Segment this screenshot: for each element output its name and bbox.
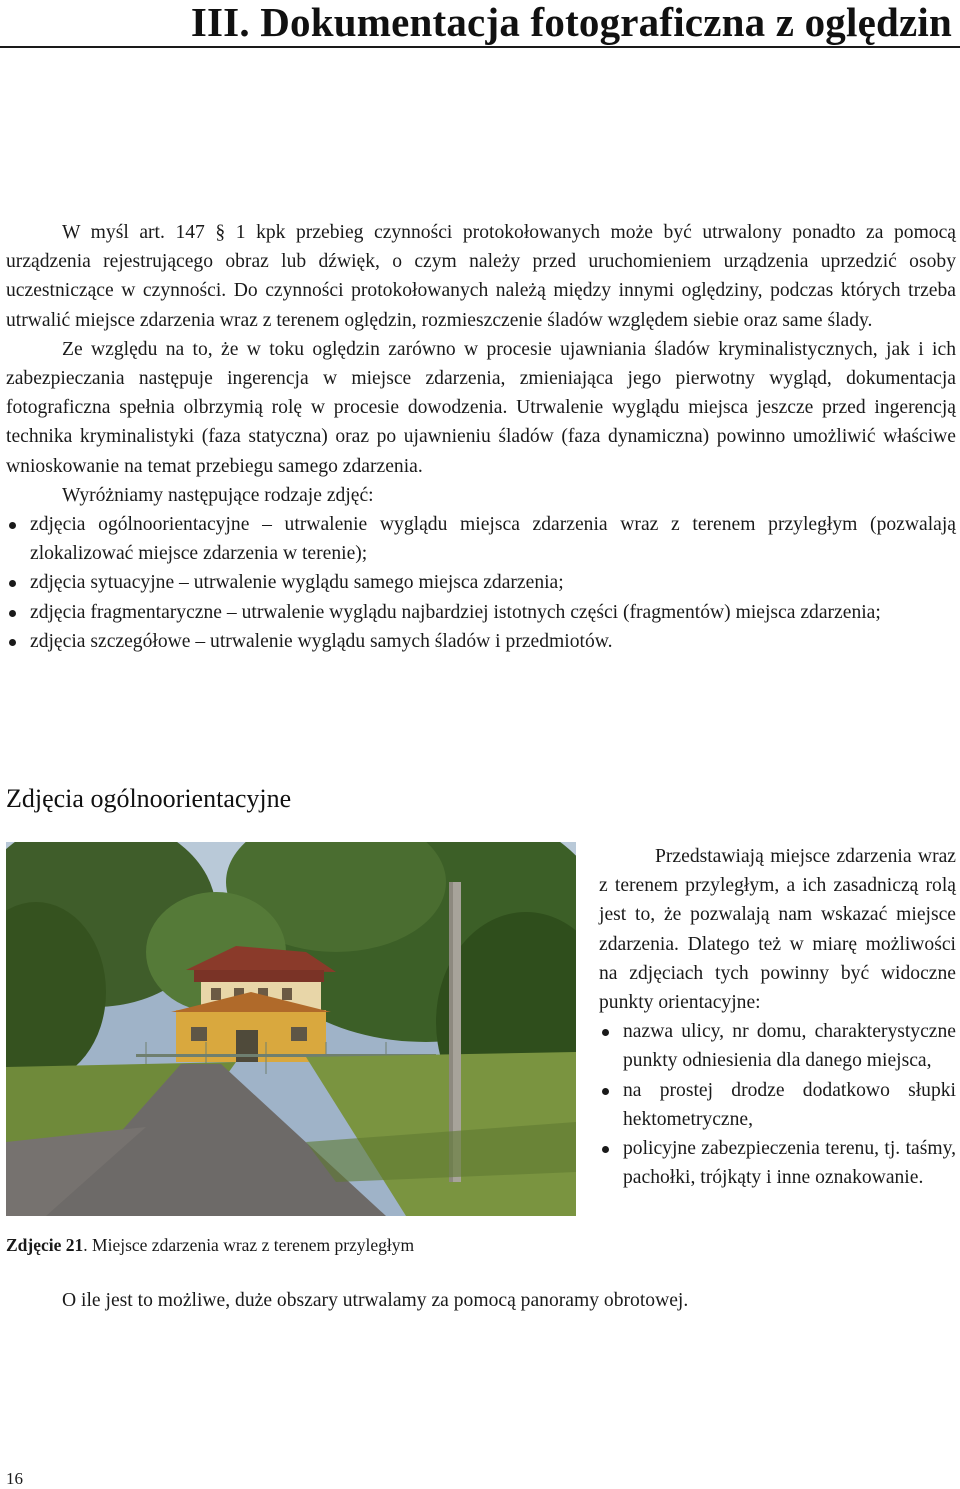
list-item: zdjęcia fragmentaryczne – utrwalenie wyglądu najbardziej istotnych części (fragmentów) miejsca zdarzenia; bbox=[6, 598, 956, 627]
intro-paragraph-3: Wyróżniamy następujące rodzaje zdjęć: bbox=[62, 484, 374, 506]
intro-paragraph-2: Ze względu na to, że w toku oględzin zarówno w procesie ujawniania śladów kryminalistycznych, jak i ich zabezpieczania następuje ingerencja w miejsce zdarzenia, zmieniająca jego pierwotny wygląd, dokumentacja fotograficzna spełnia olbrzymią rolę w procesie dowodzenia. Utrwalenie wyglądu miejsca jeszcze przed ingerencją technika kryminalistyki (faza statyczna) oraz po ujawnieniu śladów (faza dynamiczna) powinno umożliwić właściwe wnioskowanie na temat przebiegu samego zdarzenia. bbox=[6, 338, 956, 477]
page-title: III. Dokumentacja fotograficzna z oględzin bbox=[190, 0, 952, 45]
list-item: zdjęcia sytuacyjne – utrwalenie wyglądu samego miejsca zdarzenia; bbox=[6, 568, 956, 597]
side-text bbox=[599, 842, 956, 1192]
photo-types-list bbox=[6, 510, 956, 656]
caption-label: Zdjęcie 21 bbox=[6, 1235, 84, 1255]
scene-photo bbox=[6, 842, 576, 1216]
caption-text: . Miejsce zdarzenia wraz z terenem przyległym bbox=[83, 1235, 415, 1255]
side-paragraph: Przedstawiają miejsce zdarzenia wraz z terenem przyległym, a ich zasadniczą rolą jest to, że pozwalają nam wskazać miejsce zdarzenia. Dlatego też w miarę możliwości na zdjęciach tych powinny być widoczne punkty orientacyjne: bbox=[599, 846, 956, 1014]
list-item: nazwa ulicy, nr domu, charakterystyczne punkty odniesienia dla danego miejsca, bbox=[599, 1017, 956, 1075]
photo-caption bbox=[6, 1235, 414, 1256]
title-rule bbox=[0, 46, 960, 48]
list-item: zdjęcia ogólnoorientacyjne – utrwalenie wyglądu miejsca zdarzenia wraz z terenem przyległym (pozwalają zlokalizować miejsce zdarzenia w terenie); bbox=[6, 510, 956, 568]
list-item: na prostej drodze dodatkowo słupki hektometryczne, bbox=[599, 1076, 956, 1134]
list-item: policyjne zabezpieczenia terenu, tj. taśmy, pachołki, trójkąty i inne oznakowanie. bbox=[599, 1134, 956, 1192]
intro-paragraph-1: W myśl art. 147 § 1 kpk przebieg czynności protokołowanych może być utrwalony ponadto za pomocą urządzenia rejestrującego obraz lub dźwięk, o czym należy przed uruchomieniem urządzenia uprzedzić osoby uczestniczące w czynności. Do czynności protokołowanych należą między innymi oględziny, podczas których trzeba utrwalić miejsce zdarzenia wraz z terenem oględzin, rozmieszczenie śladów względem siebie oraz same ślady. bbox=[6, 222, 956, 331]
section-heading: Zdjęcia ogólnoorientacyjne bbox=[6, 784, 292, 813]
final-paragraph: O ile jest to możliwe, duże obszary utrwalamy za pomocą panoramy obrotowej. bbox=[62, 1290, 689, 1311]
page-number: 16 bbox=[6, 1469, 23, 1488]
list-item: zdjęcia szczegółowe – utrwalenie wyglądu samych śladów i przedmiotów. bbox=[6, 627, 956, 656]
intro-text bbox=[6, 218, 956, 656]
landmarks-list bbox=[599, 1017, 956, 1192]
